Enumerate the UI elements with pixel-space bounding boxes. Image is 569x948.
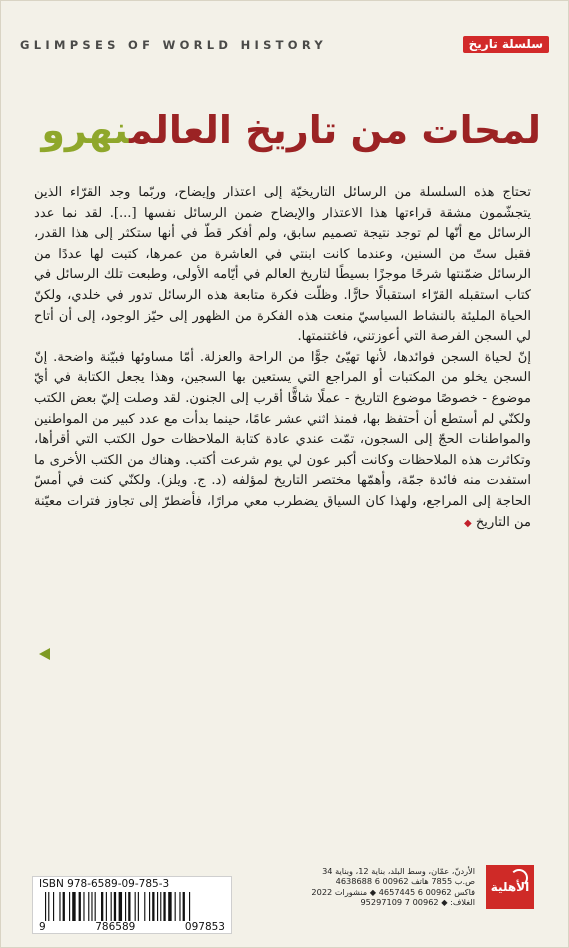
- publisher-line-4: الغلاف: ◆ 00962 7 95297109: [360, 897, 475, 908]
- barcode-bar: [111, 892, 112, 922]
- barcode: [32, 876, 232, 934]
- barcode-bar: [189, 892, 190, 922]
- series-arabic-logo: سلسلة تاريخ: [463, 36, 549, 53]
- end-mark-icon: ◆: [463, 517, 472, 529]
- publisher-info: [265, 866, 475, 908]
- barcode-bar: [175, 892, 176, 922]
- barcode-bar: [138, 892, 139, 922]
- barcode-bar: [160, 892, 161, 922]
- arrow-left-icon: [39, 648, 50, 660]
- series-latin-title: GLIMPSES OF WORLD HISTORY: [20, 37, 328, 52]
- blurb-paragraph-2: [34, 348, 531, 534]
- book-title-main: لمحات من تاريخ العالم: [129, 108, 541, 152]
- publisher-logo: [486, 865, 534, 909]
- blurb-text: [34, 183, 531, 534]
- barcode-bar: [79, 892, 81, 922]
- barcode-bar: [163, 892, 165, 922]
- barcode-bar: [128, 892, 130, 922]
- author-name: نهرو: [41, 108, 130, 152]
- barcode-digits: [37, 921, 227, 933]
- barcode-bar: [88, 892, 89, 922]
- publisher-line-2: ص.ب 7855 هاتف 00962 6 4638688: [335, 876, 475, 887]
- barcode-bar: [95, 892, 96, 922]
- barcode-bar: [53, 892, 54, 922]
- barcode-bar: [83, 892, 84, 922]
- barcode-bar: [125, 892, 126, 922]
- barcode-bar: [135, 892, 136, 922]
- publisher-logo-text: الأهلية: [490, 880, 530, 894]
- barcode-bar: [101, 892, 103, 922]
- barcode-bar: [63, 892, 65, 922]
- series-header: [20, 36, 549, 53]
- barcode-bar: [144, 892, 145, 922]
- barcode-bar: [119, 892, 122, 922]
- barcode-bar: [91, 892, 92, 922]
- blurb-paragraph-2-text: إنّ لحياة السجن فوائدها، لأنها تهيّئ جوًّا من الراحة والعزلة. أمّا مساوئها فبيّنة واضحة. إنّ السجن يخلو من المكتبات أو المراجع التي يستعين بها السجين، وهذا يجعل الكتابة في أيّ موضوع - خصوصًا موضوع التاريخ - عملًا شاقًّا أقرب إلى الجنون. لقد وصلت إليّ بعض الكتب ولكنّي لم أستطع أن أحتفظ بها، فمنذ اثني عشر عامًا، حينما بدأت مع عدد كبير من المواطنين والمواطنات الحجّ إلى السجون، تمّت عندي عادة كتابة الملاحظات حول الكتب التي أقرأها، وتكاثرت هذه الملاحظات وكانت أكبر عون لي يوم شرعت أكتب. وهناك من الكتب الأخرى ما استفدت منه فائدة جمّة، وأهمّها مختصر التاريخ لمؤلفه (د. ج. ويلز). ولكنّي كنت في أمسّ الحاجة إلى المراجع، ولهذا كان السياق يضطرب معي مرارًا، فأضطرّ إلى تجاوز فترات معيّنة من التاريخ: [34, 349, 531, 530]
- barcode-bar: [179, 892, 180, 922]
- barcode-bar: [149, 892, 150, 922]
- barcode-digits-group1: 786589: [95, 921, 136, 933]
- barcode-bar: [114, 892, 116, 922]
- publisher-line-1: الأردنّ، عمّان، وسط البلد، بناية 12، وبناية 34: [322, 866, 475, 876]
- blurb-paragraph-1: تحتاج هذه السلسلة من الرسائل التاريخيّة إلى اعتذار وإيضاح، وربّما وجد القرّاء الذين يتجشّمون مشقة قراءتها هذا الاعتذار والإيضاح ضمن الرسائل نفسها [...]. لقد نما عدد الرسائل مع أنّها لم توجد نتيجة تصميم سابق، ولم أفكر قطّ في أنها ستكثر إلى هذا القدر، فقبل ستّ من السنين، وعندما كانت ابنتي في العاشرة من عمرها، كتبت لها عددًا من الرسائل ضمّنتها شرحًا موجزًا بسيطًا لتاريخ العالم في أيّامه الأولى، وطبعت تلك الرسائل في كتاب استقبله القرّاء استقبالًا حارًّا. وظلّت فكرة متابعة هذه الرسائل تدور في خلدي، ولكنّ الحياة المليئة بالنشاط السياسيّ منعت هذه الفكرة من الظهور إلى حيّز الوجود، إلى أن أتاح لي السجن الفرصة التي أعوزتني، فاغتنمتها.: [34, 185, 531, 345]
- barcode-bar: [157, 892, 158, 922]
- barcode-digit-first: 9: [39, 921, 46, 933]
- barcode-bar: [183, 892, 185, 922]
- barcode-bar: [152, 892, 154, 922]
- barcode-bars: [45, 892, 223, 922]
- barcode-bar: [168, 892, 171, 922]
- publisher-line-3: فاكس 00962 6 4657445 ◆ منشورات 2022: [311, 886, 475, 897]
- book-title: [41, 108, 541, 152]
- publisher-logo-curl-icon: [510, 869, 528, 887]
- barcode-bar: [45, 892, 46, 922]
- barcode-bar: [69, 892, 70, 922]
- barcode-bar: [48, 892, 49, 922]
- barcode-bar: [106, 892, 107, 922]
- barcode-bar: [72, 892, 75, 922]
- barcode-bar: [59, 892, 60, 922]
- isbn-label: ISBN 978-6589-09-785-3: [39, 878, 170, 890]
- barcode-digits-group2: 097853: [184, 921, 225, 933]
